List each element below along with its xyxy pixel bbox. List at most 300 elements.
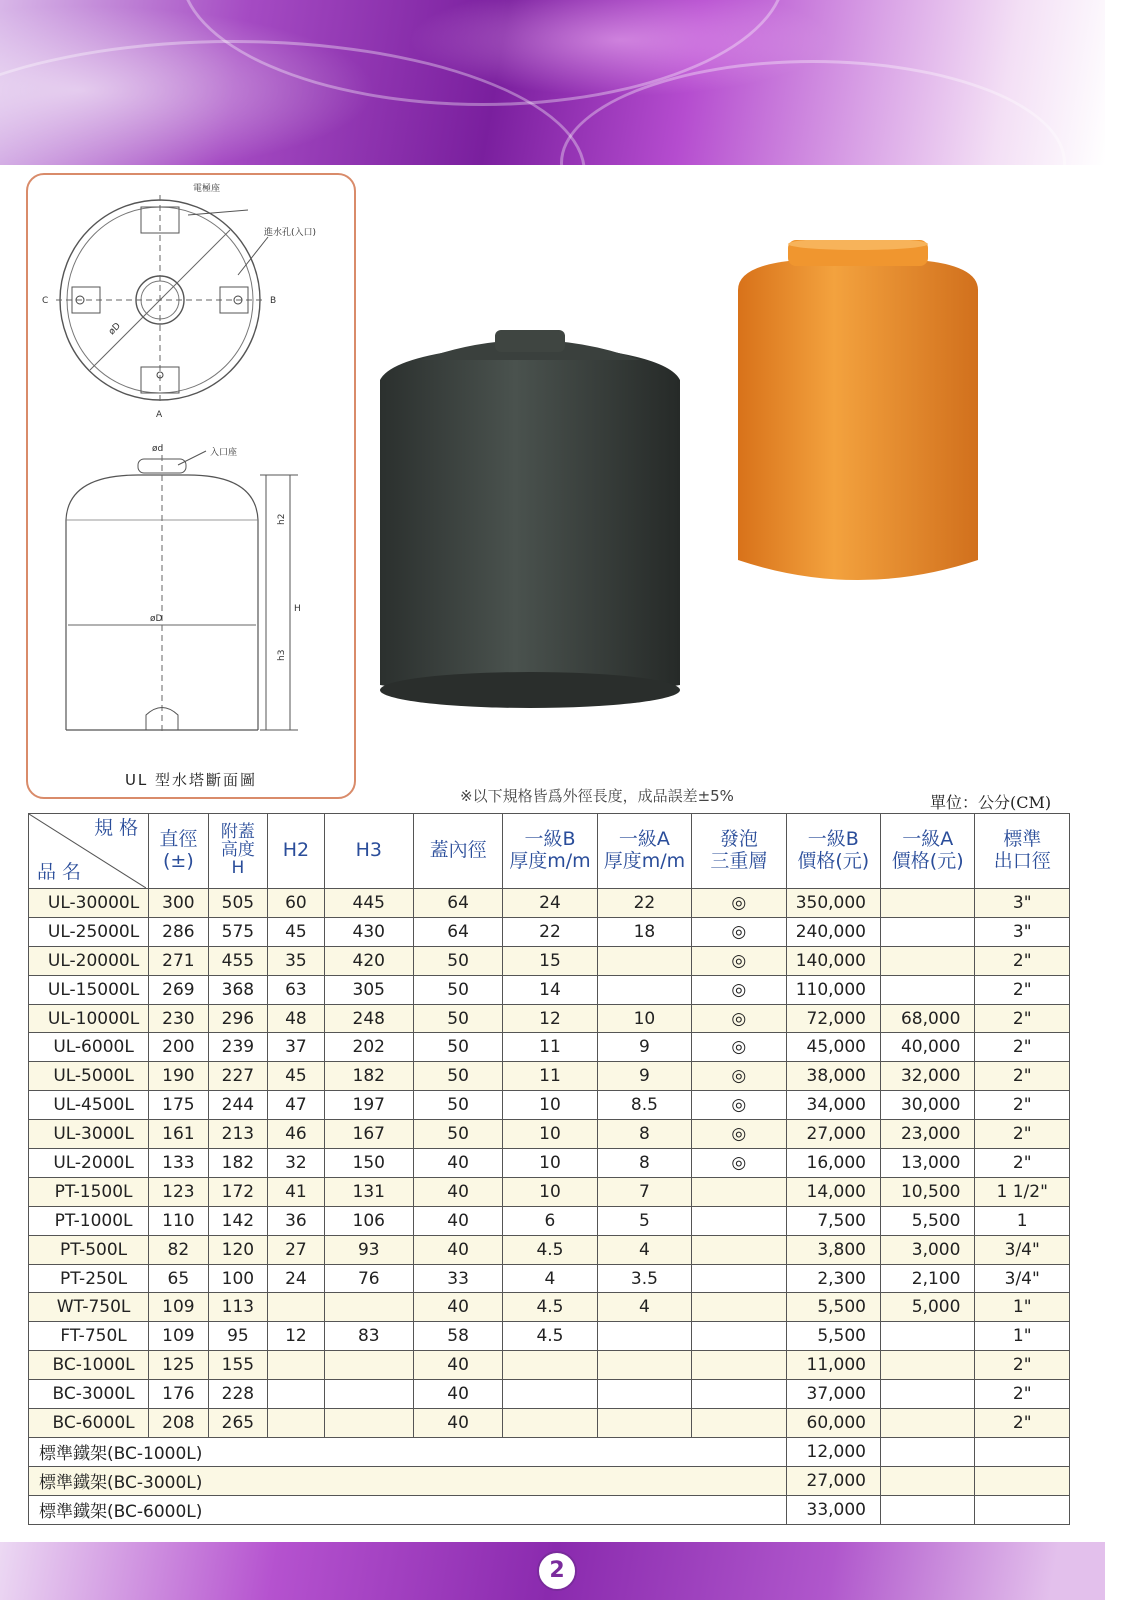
rack-row	[29, 1437, 1070, 1466]
cell-name: UL-4500L	[29, 1091, 149, 1120]
cell-lid-height: 172	[208, 1177, 268, 1206]
cell-lid-inner: 50	[413, 1120, 502, 1149]
cell-foam: ◎	[692, 917, 786, 946]
rack-name: 標準鐵架(BC-6000L)	[29, 1495, 787, 1524]
cell-thick-b: 22	[503, 917, 597, 946]
cell-foam	[692, 1409, 786, 1438]
cell-lid-inner: 40	[413, 1235, 502, 1264]
cell-lid-height: 213	[208, 1120, 268, 1149]
cross-section-diagram	[26, 173, 356, 799]
cell-thick-a: 10	[597, 1004, 691, 1033]
cell-price-b: 11,000	[786, 1351, 880, 1380]
cell-diameter: 175	[149, 1091, 209, 1120]
cell-thick-a	[597, 1409, 691, 1438]
cell-name: UL-30000L	[29, 889, 149, 918]
rack-price: 33,000	[786, 1495, 880, 1524]
cell-lid-inner: 64	[413, 917, 502, 946]
cell-thick-a: 4	[597, 1235, 691, 1264]
cell-lid-inner: 40	[413, 1293, 502, 1322]
cell-diameter: 161	[149, 1120, 209, 1149]
tank-drawing	[28, 175, 354, 765]
cell-name: BC-1000L	[29, 1351, 149, 1380]
cell-foam	[692, 1380, 786, 1409]
cell-h3: 106	[324, 1206, 413, 1235]
cell-lid-height: 95	[208, 1322, 268, 1351]
rack-empty-cell	[881, 1495, 975, 1524]
cell-price-b: 2,300	[786, 1264, 880, 1293]
cell-h2: 45	[268, 1062, 324, 1091]
cell-name: PT-250L	[29, 1264, 149, 1293]
cell-diameter: 125	[149, 1351, 209, 1380]
table-row	[29, 1177, 1070, 1206]
cell-price-a: 3,000	[881, 1235, 975, 1264]
cell-h2: 12	[268, 1322, 324, 1351]
cell-h3	[324, 1409, 413, 1438]
cell-outlet: 3"	[975, 889, 1070, 918]
cell-diameter: 190	[149, 1062, 209, 1091]
cell-outlet: 2"	[975, 1004, 1070, 1033]
cell-price-b: 27,000	[786, 1120, 880, 1149]
cell-price-b: 72,000	[786, 1004, 880, 1033]
dark-tank-image	[380, 330, 680, 720]
cell-name: UL-3000L	[29, 1120, 149, 1149]
cell-name: FT-750L	[29, 1322, 149, 1351]
cell-price-a: 68,000	[881, 1004, 975, 1033]
cell-h2: 37	[268, 1033, 324, 1062]
cell-name: PT-1000L	[29, 1206, 149, 1235]
cell-h3: 248	[324, 1004, 413, 1033]
cell-lid-inner: 40	[413, 1149, 502, 1178]
cell-h2: 60	[268, 889, 324, 918]
cell-outlet: 2"	[975, 1033, 1070, 1062]
rack-empty-cell	[975, 1495, 1070, 1524]
table-row	[29, 1293, 1070, 1322]
header-price-a: 一級A 價格(元)	[881, 814, 975, 889]
cell-h3: 430	[324, 917, 413, 946]
cell-diameter: 123	[149, 1177, 209, 1206]
cell-price-a: 5,000	[881, 1293, 975, 1322]
cell-h2	[268, 1293, 324, 1322]
header-outlet: 標準 出口徑	[975, 814, 1070, 889]
cell-foam: ◎	[692, 889, 786, 918]
cell-foam: ◎	[692, 1149, 786, 1178]
cell-h2: 36	[268, 1206, 324, 1235]
rack-empty-cell	[881, 1437, 975, 1466]
cell-diameter: 300	[149, 889, 209, 918]
h-total-label: H	[294, 604, 301, 614]
table-row	[29, 1322, 1070, 1351]
cell-outlet: 1 1/2"	[975, 1177, 1070, 1206]
cell-price-b: 16,000	[786, 1149, 880, 1178]
cell-lid-inner: 64	[413, 889, 502, 918]
cell-foam	[692, 1264, 786, 1293]
cell-thick-b: 15	[503, 946, 597, 975]
header-product-label: 品 名	[37, 861, 82, 884]
cell-h2	[268, 1351, 324, 1380]
cell-thick-b: 10	[503, 1091, 597, 1120]
cell-lid-height: 455	[208, 946, 268, 975]
cell-lid-inner: 40	[413, 1206, 502, 1235]
diagram-caption: UL 型水塔斷面圖	[124, 771, 258, 789]
cell-price-b: 45,000	[786, 1033, 880, 1062]
cell-h3: 420	[324, 946, 413, 975]
cell-name: UL-5000L	[29, 1062, 149, 1091]
cell-h2: 47	[268, 1091, 324, 1120]
cell-thick-a	[597, 1322, 691, 1351]
table-row	[29, 1351, 1070, 1380]
cell-thick-b	[503, 1351, 597, 1380]
cell-thick-a	[597, 1351, 691, 1380]
cell-price-b: 140,000	[786, 946, 880, 975]
cell-diameter: 208	[149, 1409, 209, 1438]
cell-thick-a: 7	[597, 1177, 691, 1206]
cell-h3	[324, 1351, 413, 1380]
cell-h2: 24	[268, 1264, 324, 1293]
cell-diameter: 133	[149, 1149, 209, 1178]
cell-foam: ◎	[692, 1004, 786, 1033]
cell-lid-inner: 50	[413, 1091, 502, 1120]
cell-price-a	[881, 946, 975, 975]
cell-outlet: 2"	[975, 975, 1070, 1004]
cell-foam	[692, 1351, 786, 1380]
cell-h2: 45	[268, 917, 324, 946]
cell-thick-b: 10	[503, 1149, 597, 1178]
cell-price-a: 13,000	[881, 1149, 975, 1178]
table-row	[29, 1004, 1070, 1033]
h3-label: h3	[277, 649, 287, 661]
cell-price-a: 40,000	[881, 1033, 975, 1062]
cell-lid-height: 228	[208, 1380, 268, 1409]
cell-lid-inner: 33	[413, 1264, 502, 1293]
top-banner	[0, 0, 1105, 165]
table-row	[29, 1091, 1070, 1120]
cell-outlet: 3"	[975, 917, 1070, 946]
table-row	[29, 1062, 1070, 1091]
h2-label: h2	[277, 513, 287, 525]
header-diameter: 直徑 (±)	[149, 814, 209, 889]
header-thick-a: 一級A 厚度m/m	[597, 814, 691, 889]
cell-diameter: 271	[149, 946, 209, 975]
cell-lid-height: 142	[208, 1206, 268, 1235]
cell-outlet: 2"	[975, 946, 1070, 975]
cell-foam: ◎	[692, 1062, 786, 1091]
point-c-label: C	[42, 296, 49, 306]
cell-thick-a: 22	[597, 889, 691, 918]
cell-h3: 167	[324, 1120, 413, 1149]
cell-lid-height: 155	[208, 1351, 268, 1380]
cell-outlet: 2"	[975, 1409, 1070, 1438]
table-row	[29, 946, 1070, 975]
cell-thick-b: 11	[503, 1033, 597, 1062]
rack-price: 27,000	[786, 1466, 880, 1495]
cell-lid-inner: 40	[413, 1380, 502, 1409]
cell-thick-a: 3.5	[597, 1264, 691, 1293]
cell-thick-a	[597, 975, 691, 1004]
cell-price-a	[881, 1322, 975, 1351]
cell-diameter: 230	[149, 1004, 209, 1033]
cell-lid-inner: 50	[413, 1062, 502, 1091]
cell-price-a: 23,000	[881, 1120, 975, 1149]
cell-h3	[324, 1380, 413, 1409]
rack-name: 標準鐵架(BC-3000L)	[29, 1466, 787, 1495]
cell-outlet: 3/4"	[975, 1235, 1070, 1264]
cell-lid-height: 505	[208, 889, 268, 918]
small-d-label: ød	[152, 444, 164, 454]
cell-h2: 27	[268, 1235, 324, 1264]
cell-lid-inner: 50	[413, 975, 502, 1004]
cell-h3: 197	[324, 1091, 413, 1120]
cell-thick-b: 10	[503, 1177, 597, 1206]
cell-diameter: 82	[149, 1235, 209, 1264]
cell-lid-inner: 40	[413, 1177, 502, 1206]
cell-foam	[692, 1322, 786, 1351]
table-header-row	[29, 814, 1070, 889]
cell-outlet: 2"	[975, 1062, 1070, 1091]
cell-outlet: 1"	[975, 1293, 1070, 1322]
table-row	[29, 975, 1070, 1004]
cell-thick-a: 4	[597, 1293, 691, 1322]
cell-thick-b: 10	[503, 1120, 597, 1149]
cell-thick-a	[597, 1380, 691, 1409]
cell-foam: ◎	[692, 946, 786, 975]
cell-price-a: 30,000	[881, 1091, 975, 1120]
table-row	[29, 1264, 1070, 1293]
cell-name: WT-750L	[29, 1293, 149, 1322]
cell-price-b: 350,000	[786, 889, 880, 918]
header-lid-inner: 蓋內徑	[413, 814, 502, 889]
cell-thick-b: 12	[503, 1004, 597, 1033]
table-row	[29, 917, 1070, 946]
cell-price-b: 37,000	[786, 1380, 880, 1409]
spec-note: ※以下規格皆爲外徑長度，成品誤差±5%	[460, 787, 734, 805]
diameter-side-label: øD	[150, 614, 163, 624]
cell-outlet: 1	[975, 1206, 1070, 1235]
rack-row	[29, 1495, 1070, 1524]
cell-price-a	[881, 917, 975, 946]
header-h3: H3	[324, 814, 413, 889]
cell-name: UL-25000L	[29, 917, 149, 946]
cell-h2: 35	[268, 946, 324, 975]
cell-outlet: 2"	[975, 1120, 1070, 1149]
motor-seat-label: 電極座	[193, 184, 221, 194]
cell-h3: 150	[324, 1149, 413, 1178]
cell-outlet: 2"	[975, 1091, 1070, 1120]
cell-name: BC-3000L	[29, 1380, 149, 1409]
cell-h3: 83	[324, 1322, 413, 1351]
cell-h3: 131	[324, 1177, 413, 1206]
cell-lid-inner: 50	[413, 946, 502, 975]
table-row	[29, 1120, 1070, 1149]
cell-thick-a: 9	[597, 1062, 691, 1091]
cell-h3: 305	[324, 975, 413, 1004]
cell-name: PT-1500L	[29, 1177, 149, 1206]
header-price-b: 一級B 價格(元)	[786, 814, 880, 889]
cell-h3	[324, 1293, 413, 1322]
cell-price-b: 5,500	[786, 1293, 880, 1322]
rack-empty-cell	[975, 1437, 1070, 1466]
cell-price-a	[881, 975, 975, 1004]
cell-lid-height: 368	[208, 975, 268, 1004]
cell-h2: 32	[268, 1149, 324, 1178]
spec-table-body	[29, 889, 1070, 1525]
cell-outlet: 2"	[975, 1351, 1070, 1380]
cell-price-a: 10,500	[881, 1177, 975, 1206]
cell-price-a	[881, 1351, 975, 1380]
inlet-hole-label: 進水孔(入口)	[264, 228, 317, 238]
cell-name: UL-6000L	[29, 1033, 149, 1062]
cell-lid-height: 182	[208, 1149, 268, 1178]
cell-name: PT-500L	[29, 1235, 149, 1264]
cell-thick-a: 18	[597, 917, 691, 946]
cell-thick-a: 9	[597, 1033, 691, 1062]
cell-diameter: 286	[149, 917, 209, 946]
cell-price-a	[881, 889, 975, 918]
header-spec-label: 規 格	[94, 817, 139, 839]
cell-price-b: 34,000	[786, 1091, 880, 1120]
cell-h3: 445	[324, 889, 413, 918]
cell-h2: 63	[268, 975, 324, 1004]
cell-price-b: 7,500	[786, 1206, 880, 1235]
cell-price-a	[881, 1380, 975, 1409]
cell-price-b: 60,000	[786, 1409, 880, 1438]
spec-table	[28, 813, 1070, 1525]
cell-price-a: 32,000	[881, 1062, 975, 1091]
table-row	[29, 889, 1070, 918]
cell-diameter: 176	[149, 1380, 209, 1409]
cell-price-a: 2,100	[881, 1264, 975, 1293]
cell-price-b: 240,000	[786, 917, 880, 946]
cell-thick-b: 11	[503, 1062, 597, 1091]
cell-h3: 93	[324, 1235, 413, 1264]
rack-price: 12,000	[786, 1437, 880, 1466]
cell-name: UL-20000L	[29, 946, 149, 975]
cell-price-b: 110,000	[786, 975, 880, 1004]
cell-price-b: 5,500	[786, 1322, 880, 1351]
cell-thick-a: 8.5	[597, 1091, 691, 1120]
cell-foam	[692, 1293, 786, 1322]
cell-outlet: 1"	[975, 1322, 1070, 1351]
table-row	[29, 1235, 1070, 1264]
cell-lid-height: 244	[208, 1091, 268, 1120]
cell-price-b: 38,000	[786, 1062, 880, 1091]
cell-lid-height: 265	[208, 1409, 268, 1438]
table-row	[29, 1409, 1070, 1438]
cell-thick-b: 14	[503, 975, 597, 1004]
cell-lid-height: 239	[208, 1033, 268, 1062]
table-row	[29, 1206, 1070, 1235]
cell-lid-height: 113	[208, 1293, 268, 1322]
table-row	[29, 1033, 1070, 1062]
cell-h2	[268, 1409, 324, 1438]
header-h2: H2	[268, 814, 324, 889]
diameter-top-label: øD	[107, 321, 123, 338]
cell-diameter: 109	[149, 1322, 209, 1351]
table-row	[29, 1380, 1070, 1409]
cell-foam	[692, 1206, 786, 1235]
cell-thick-b: 6	[503, 1206, 597, 1235]
cell-lid-inner: 50	[413, 1033, 502, 1062]
cell-thick-b	[503, 1380, 597, 1409]
cell-price-b: 3,800	[786, 1235, 880, 1264]
cell-price-a: 5,500	[881, 1206, 975, 1235]
cell-diameter: 110	[149, 1206, 209, 1235]
cell-foam	[692, 1235, 786, 1264]
cell-price-b: 14,000	[786, 1177, 880, 1206]
rack-name: 標準鐵架(BC-1000L)	[29, 1437, 787, 1466]
cell-diameter: 200	[149, 1033, 209, 1062]
cell-lid-inner: 50	[413, 1004, 502, 1033]
cell-thick-b: 4	[503, 1264, 597, 1293]
cell-foam: ◎	[692, 975, 786, 1004]
cell-diameter: 269	[149, 975, 209, 1004]
cell-h2: 41	[268, 1177, 324, 1206]
unit-label: 單位：公分(CM)	[930, 793, 1052, 812]
header-lid-height: 附蓋 高度 H	[208, 814, 268, 889]
cell-h3: 182	[324, 1062, 413, 1091]
cell-foam: ◎	[692, 1120, 786, 1149]
cell-lid-height: 296	[208, 1004, 268, 1033]
cell-name: UL-15000L	[29, 975, 149, 1004]
cell-thick-a: 8	[597, 1120, 691, 1149]
cell-thick-b: 4.5	[503, 1235, 597, 1264]
cell-thick-b: 24	[503, 889, 597, 918]
cell-foam: ◎	[692, 1033, 786, 1062]
cell-h2: 48	[268, 1004, 324, 1033]
cell-outlet: 2"	[975, 1149, 1070, 1178]
cell-name: UL-10000L	[29, 1004, 149, 1033]
rack-empty-cell	[975, 1466, 1070, 1495]
cell-h2	[268, 1380, 324, 1409]
cell-name: BC-6000L	[29, 1409, 149, 1438]
cell-thick-a: 8	[597, 1149, 691, 1178]
cell-h2: 46	[268, 1120, 324, 1149]
rack-row	[29, 1466, 1070, 1495]
cell-name: UL-2000L	[29, 1149, 149, 1178]
orange-tank-image	[738, 240, 978, 600]
cell-lid-height: 575	[208, 917, 268, 946]
point-b-label: B	[270, 296, 277, 306]
cell-thick-b: 4.5	[503, 1322, 597, 1351]
header-thick-b: 一級B 厚度m/m	[503, 814, 597, 889]
point-a-label: A	[156, 410, 163, 420]
cell-h3: 202	[324, 1033, 413, 1062]
cell-price-a	[881, 1409, 975, 1438]
cell-lid-inner: 40	[413, 1409, 502, 1438]
cell-outlet: 2"	[975, 1380, 1070, 1409]
table-row	[29, 1149, 1070, 1178]
cell-thick-a	[597, 946, 691, 975]
cell-diameter: 109	[149, 1293, 209, 1322]
cell-diameter: 65	[149, 1264, 209, 1293]
header-corner	[29, 814, 149, 889]
header-foam: 發泡 三重層	[692, 814, 786, 889]
cell-lid-height: 227	[208, 1062, 268, 1091]
cell-foam: ◎	[692, 1091, 786, 1120]
cell-h3: 76	[324, 1264, 413, 1293]
cell-lid-height: 100	[208, 1264, 268, 1293]
cell-lid-height: 120	[208, 1235, 268, 1264]
page-number: 2	[537, 1551, 577, 1591]
cell-lid-inner: 58	[413, 1322, 502, 1351]
inlet-seat-label: 入口座	[210, 448, 238, 458]
cell-outlet: 3/4"	[975, 1264, 1070, 1293]
rack-empty-cell	[881, 1466, 975, 1495]
cell-thick-a: 5	[597, 1206, 691, 1235]
cell-lid-inner: 40	[413, 1351, 502, 1380]
cell-thick-b: 4.5	[503, 1293, 597, 1322]
cell-foam	[692, 1177, 786, 1206]
cell-thick-b	[503, 1409, 597, 1438]
